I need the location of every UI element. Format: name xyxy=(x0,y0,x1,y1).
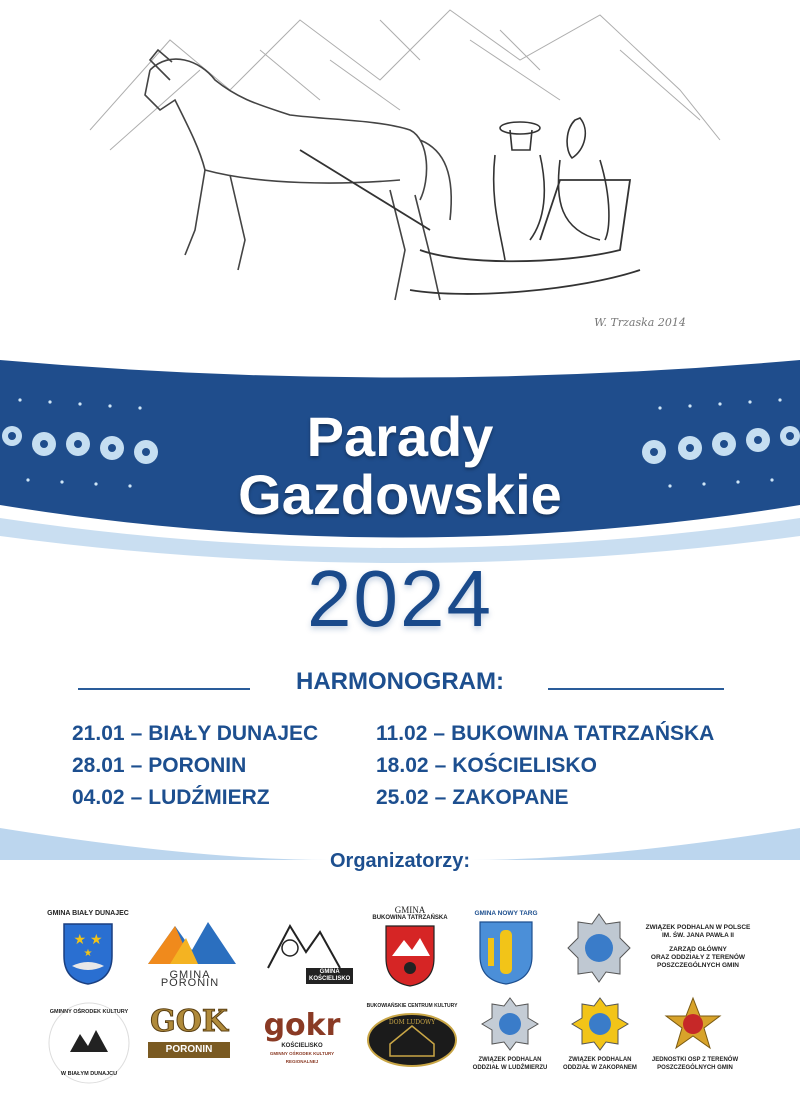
harmonogram-header xyxy=(0,664,800,704)
logo-caption: ZWIĄZEK PODHALAN xyxy=(568,1057,632,1063)
schedule-place: BIAŁY DUNAJEC xyxy=(148,722,319,745)
logo-gok-bialy-dunajec xyxy=(46,1000,132,1086)
sketch-signature: W. Trzaska 2014 xyxy=(594,316,686,329)
schedule-dash: – xyxy=(434,786,447,809)
logo-gmina-koscielisko xyxy=(264,918,351,982)
logo-caption: GMINA xyxy=(319,969,340,975)
logo-caption: POSZCZEGÓLNYCH GMIN xyxy=(657,962,739,969)
schedule-place: PORONIN xyxy=(148,754,247,777)
logo-caption: ZARZĄD GŁÓWNY xyxy=(669,946,727,953)
logo-caption: BUKOWIAŃSKIE CENTRUM KULTURY xyxy=(366,1003,458,1009)
logo-caption: JEDNOSTKI OSP Z TERENÓW xyxy=(651,1057,739,1063)
logo-caption: POSZCZEGÓLNYCH GMIN xyxy=(657,1065,733,1071)
svg-text:★: ★ xyxy=(83,948,93,959)
logo-zwiazek-podhalan-polska xyxy=(566,912,632,989)
schedule-item xyxy=(72,718,318,750)
zwiazek-podhalan-polska-text xyxy=(636,924,760,970)
schedule-item xyxy=(376,782,714,814)
schedule-dash: – xyxy=(433,722,446,745)
logo-caption: ORAZ ODDZIAŁY Z TERENÓW xyxy=(650,954,746,961)
bukowina-crest-icon xyxy=(368,922,452,988)
logo-caption: ZWIĄZEK PODHALAN W POLSCE xyxy=(645,924,751,931)
osp-text xyxy=(636,1056,754,1072)
schedule-date: 21.01 xyxy=(72,722,125,745)
logo-gok-poronin xyxy=(148,1006,230,1058)
dom-ludowy-label: DOM LUDOWY xyxy=(388,1019,436,1026)
organizers-heading: Organizatorzy: xyxy=(329,850,471,872)
logo-caption: GMINA xyxy=(394,905,426,915)
riders-sketch xyxy=(494,118,609,260)
logo-gmina-nowy-targ xyxy=(470,910,542,991)
zwiazek-podhalan-emblem-icon xyxy=(566,912,632,984)
logo-caption: GMINNY OŚRODEK KULTURY xyxy=(49,1009,129,1015)
horse-sketch xyxy=(145,50,451,300)
logo-caption: ODDZIAŁ W ZAKOPANEM xyxy=(563,1065,637,1071)
logo-caption: PORONIN xyxy=(148,1042,230,1058)
schedule-item xyxy=(376,750,714,782)
logo-gmina-bukowina xyxy=(368,906,452,993)
bialy-dunajec-crest-icon xyxy=(40,918,136,988)
zp-zakopane-emblem-icon xyxy=(568,996,632,1052)
gok-poronin-wordmark: GOK xyxy=(150,1004,228,1039)
sleigh-sketch xyxy=(0,0,800,350)
logo-zp-zakopane xyxy=(568,996,632,1057)
logo-caption: GMINA NOWY TARG xyxy=(474,910,538,917)
schedule-place: BUKOWINA TATRZAŃSKA xyxy=(451,722,715,745)
harmonogram-divider-right xyxy=(548,688,724,690)
schedule-dash: – xyxy=(434,754,447,777)
title-line-2: Gazdowskie xyxy=(238,463,562,526)
svg-text:★ ★: ★ ★ xyxy=(73,931,103,947)
schedule-date: 25.02 xyxy=(376,786,429,809)
logo-zp-ludzmierz xyxy=(478,996,542,1057)
osp-fire-brigade-icon xyxy=(664,996,722,1052)
schedule-dash: – xyxy=(130,786,143,809)
logo-bck-dom-ludowy xyxy=(364,1002,460,1075)
schedule-date: 28.01 xyxy=(72,754,125,777)
event-title xyxy=(0,405,800,526)
schedule-place: KOŚCIELISKO xyxy=(452,754,597,777)
schedule-item xyxy=(72,750,318,782)
schedule-date: 04.02 xyxy=(72,786,125,809)
logo-gokr-koscielisko xyxy=(256,1010,348,1066)
schedule-right-column xyxy=(376,718,714,814)
logo-caption: W BIAŁYM DUNAJCU xyxy=(60,1071,118,1077)
dom-ludowy-emblem-icon xyxy=(364,1010,460,1070)
logo-caption: GMINA PORONIN xyxy=(160,969,220,989)
event-year: 2024 xyxy=(307,554,493,643)
sleigh-drawing xyxy=(300,150,640,294)
schedule-place: LUDŹMIERZ xyxy=(148,786,270,809)
nowy-targ-crest-icon xyxy=(470,918,542,986)
schedule-place: ZAKOPANE xyxy=(452,786,569,809)
zp-ludzmierz-emblem-icon xyxy=(478,996,542,1052)
logo-caption: ZWIĄZEK PODHALAN xyxy=(478,1057,542,1063)
logo-gmina-bialy-dunajec xyxy=(40,910,136,993)
koscielisko-badge xyxy=(306,968,353,984)
title-line-1: Parady xyxy=(306,405,494,468)
schedule-dash: – xyxy=(130,722,143,745)
logo-caption: KOŚCIELISKO xyxy=(309,976,351,982)
schedule-date: 18.02 xyxy=(376,754,429,777)
schedule-dash: – xyxy=(130,754,143,777)
schedule-date: 11.02 xyxy=(376,722,428,745)
logo-caption: IM. ŚW. JANA PAWŁA II xyxy=(662,932,734,939)
gokr-wordmark: gokr xyxy=(263,1008,341,1043)
schedule-item xyxy=(72,782,318,814)
koscielisko-mountains-icon xyxy=(264,918,344,972)
logo-caption: GMINA BIAŁY DUNAJEC xyxy=(47,910,129,917)
logo-gmina-poronin xyxy=(140,916,240,987)
harmonogram-heading: HARMONOGRAM: xyxy=(296,668,504,695)
poronin-mountains-icon xyxy=(140,916,240,966)
logo-caption: ODDZIAŁ W LUDŹMIERZU xyxy=(472,1065,548,1071)
logo-caption: KOŚCIELISKO xyxy=(281,1043,323,1049)
logo-caption: BUKOWINA TATRZAŃSKA xyxy=(372,915,448,921)
schedule-left-column xyxy=(72,718,318,814)
logo-osp xyxy=(664,996,722,1057)
logo-caption: GMINNY OŚRODEK KULTURY REGIONALNEJ xyxy=(269,1051,335,1064)
schedule-item xyxy=(376,718,714,750)
